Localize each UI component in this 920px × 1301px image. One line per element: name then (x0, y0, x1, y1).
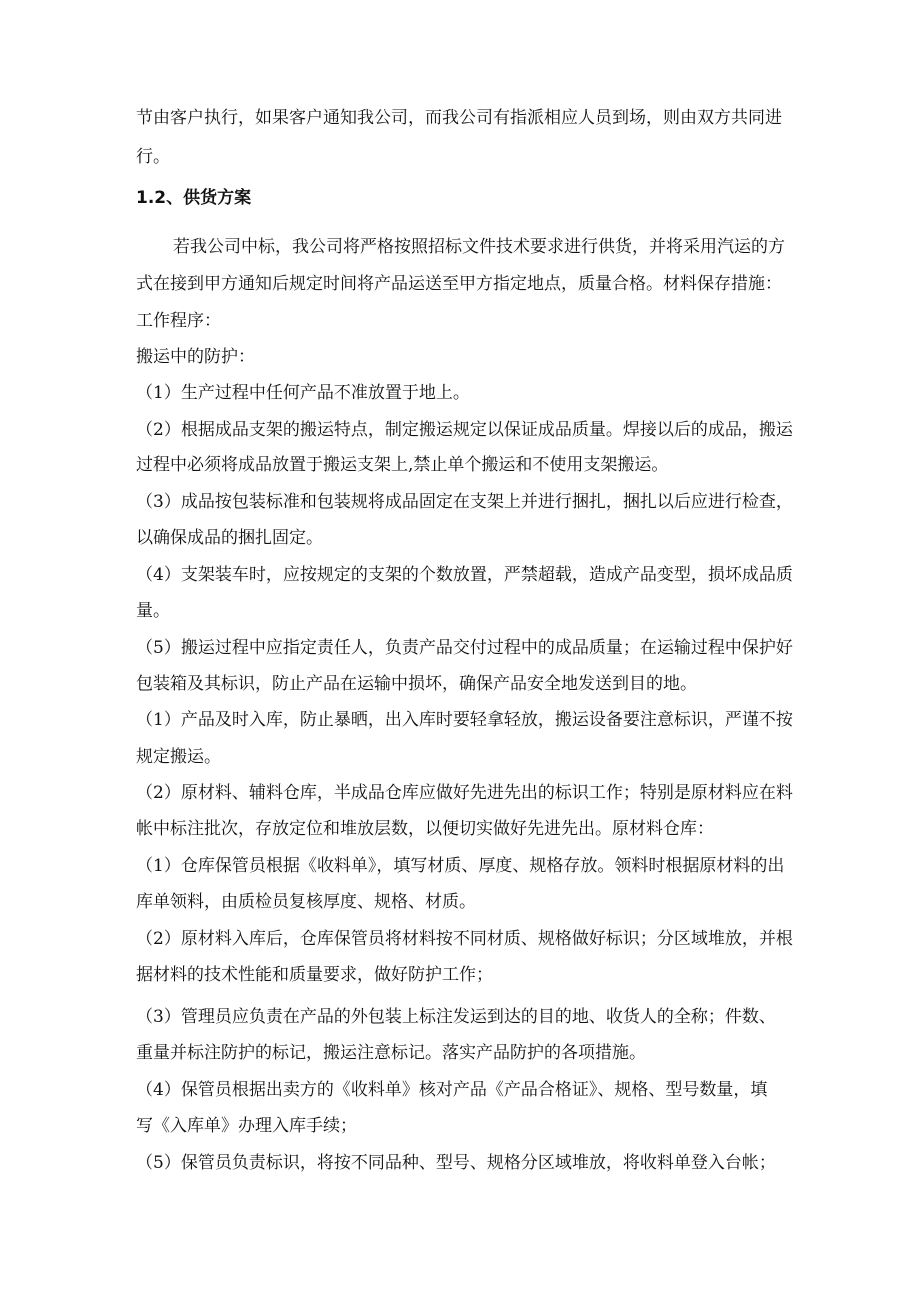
list-item-line: （1）产品及时入库，防止暴晒，出入库时要轻拿轻放，搬运设备要注意标识，严谨不按 (136, 710, 793, 730)
list-item-line: 写《入库单》办理入库手续； (136, 1116, 357, 1136)
paragraph-line: 节由客户执行，如果客户通知我公司，而我公司有指派相应人员到场，则由双方共同进 (136, 108, 782, 128)
list-item-line: 以确保成品的捆扎固定。 (136, 528, 323, 548)
paragraph-line: 工作程序： (136, 311, 221, 331)
list-item-line: （4）保管员根据出卖方的《收料单》核对产品《产品合格证》、规格、型号数量，填 (136, 1080, 768, 1100)
list-item-line: （2）原材料、辅料仓库，半成品仓库应做好先进先出的标识工作；特别是原材料应在料 (136, 783, 793, 803)
list-item-line: （2）原材料入库后，仓库保管员将材料按不同材质、规格做好标识；分区域堆放，并根 (136, 929, 793, 949)
list-item-line: （5）保管员负责标识，将按不同品种、型号、规格分区域堆放，将收料单登入台帐； (136, 1153, 776, 1173)
list-item-line: （1）生产过程中任何产品不准放置于地上。 (136, 383, 470, 403)
list-item-line: （3）管理员应负责在产品的外包装上标注发运到达的目的地、收货人的全称；件数、 (136, 1007, 776, 1027)
list-item-line: 量。 (136, 601, 170, 621)
list-item-line: 重量并标注防护的标记，搬运注意标记。落实产品防护的各项措施。 (136, 1043, 646, 1063)
list-item-line: 据材料的技术性能和质量要求，做好防护工作； (136, 965, 493, 985)
paragraph-line: 行。 (136, 147, 170, 167)
list-item-line: （3）成品按包装标准和包装规将成品固定在支架上并进行捆扎，捆扎以后应进行检查， (136, 492, 793, 512)
list-item-line: （1）仓库保管员根据《收料单》，填写材质、厚度、规格存放。领料时根据原材料的出 (136, 856, 785, 876)
section-heading: 1.2、供货方案 (136, 188, 252, 208)
paragraph-line: 式在接到甲方通知后规定时间将产品运送至甲方指定地点，质量合格。材料保存措施： (136, 274, 782, 294)
list-item-line: （2）根据成品支架的搬运特点，制定搬运规定以保证成品质量。焊接以后的成品，搬运 (136, 420, 793, 440)
list-item-line: 过程中必须将成品放置于搬运支架上,禁止单个搬运和不使用支架搬运。 (136, 455, 669, 475)
list-item-line: 库单领料，由质检员复核厚度、规格、材质。 (136, 892, 476, 912)
list-item-line: 帐中标注批次，存放定位和堆放层数，以便切实做好先进先出。原材料仓库： (136, 819, 714, 839)
paragraph-line: 若我公司中标，我公司将严格按照招标文件技术要求进行供货，并将采用汽运的方 (173, 237, 785, 257)
paragraph-line: 搬运中的防护： (136, 347, 255, 367)
list-item-line: 包装箱及其标识，防止产品在运输中损坏，确保产品安全地发送到目的地。 (136, 674, 697, 694)
list-item-line: 规定搬运。 (136, 747, 221, 767)
list-item-line: （5）搬运过程中应指定责任人，负责产品交付过程中的成品质量；在运输过程中保护好 (136, 638, 793, 658)
list-item-line: （4）支架装车时，应按规定的支架的个数放置，严禁超载，造成产品变型，损坏成品质 (136, 565, 793, 585)
